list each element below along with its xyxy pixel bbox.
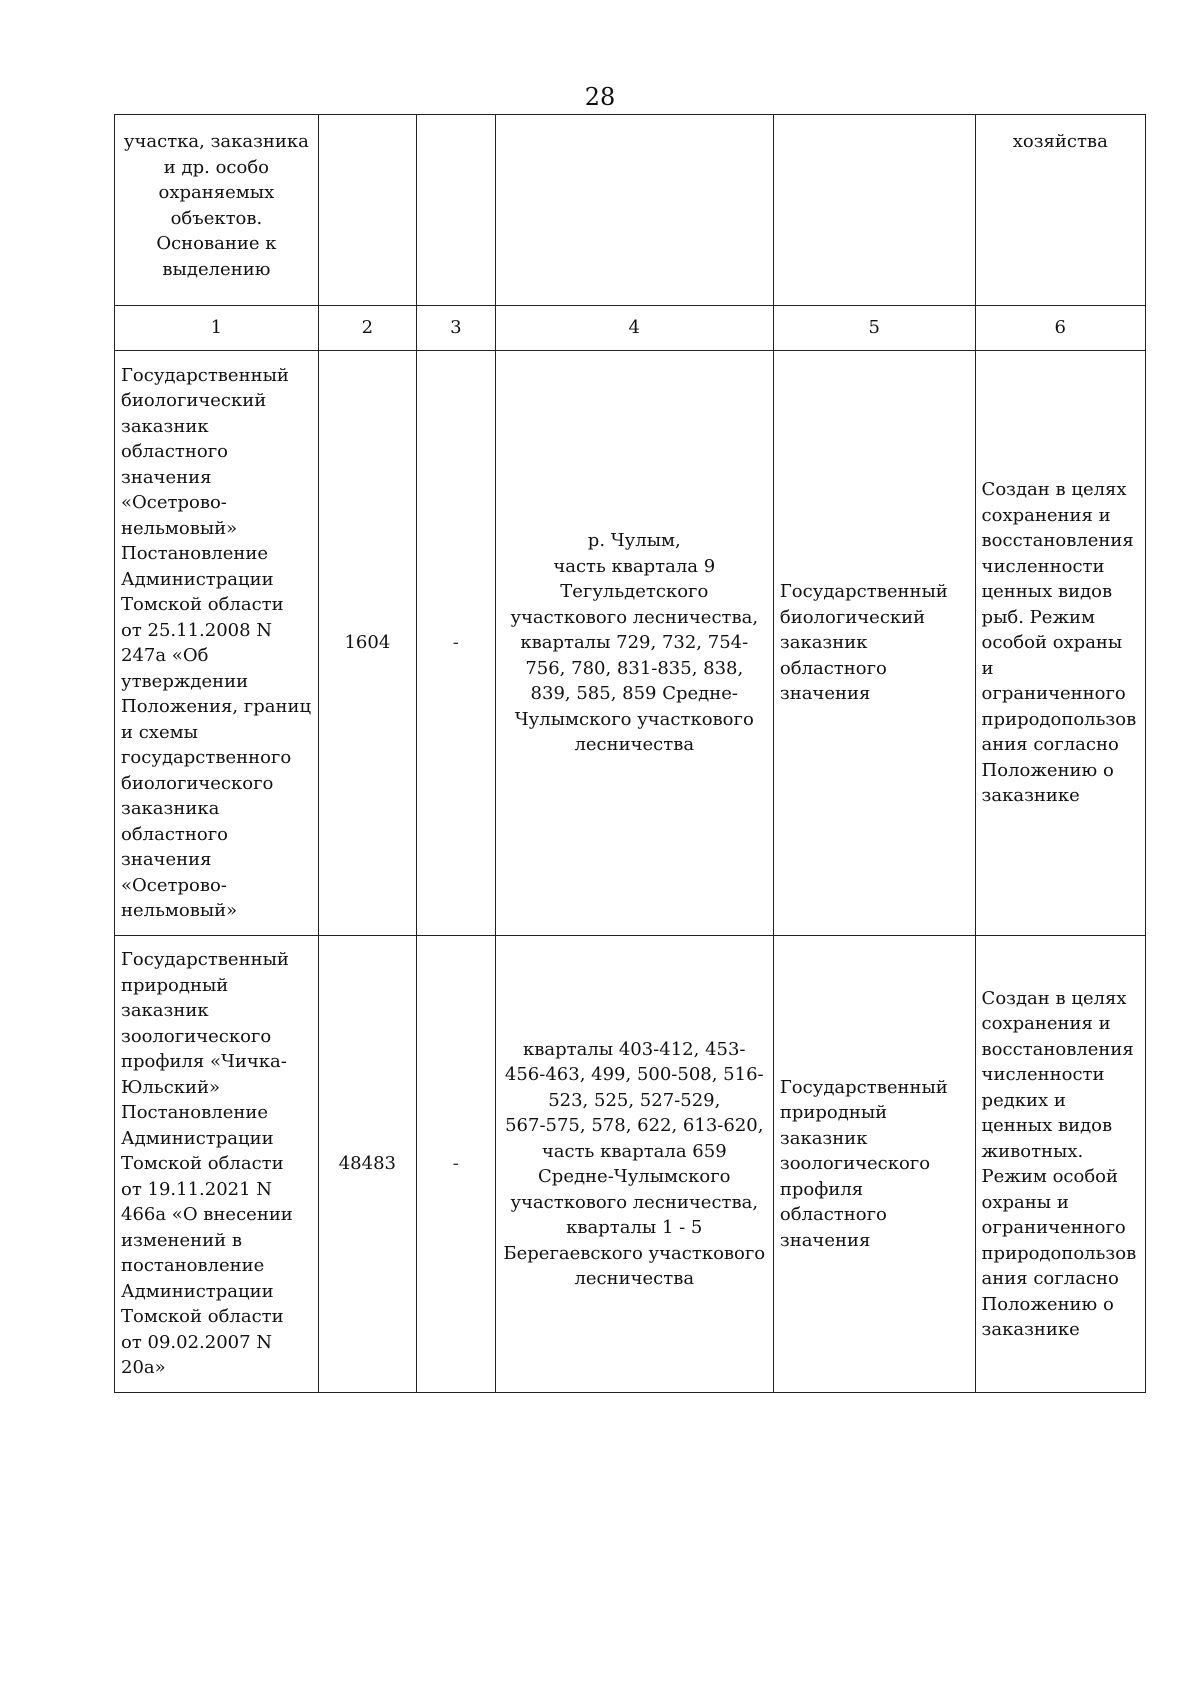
table-row <box>115 351 1146 936</box>
area-value: 1604 <box>344 632 391 654</box>
table-header-row <box>115 115 1146 306</box>
protected-areas-table <box>114 114 1146 1393</box>
header-cell-4 <box>495 115 773 306</box>
column-number-6: 6 <box>975 306 1145 351</box>
category-cell <box>773 936 975 1393</box>
col3-cell <box>416 936 495 1393</box>
column-number-3: 3 <box>416 306 495 351</box>
page-number: 28 <box>584 83 616 111</box>
header-cell-5 <box>773 115 975 306</box>
header-cell-1-text: участка, заказника и др. особо охраняемых объектов. Основание к выделению <box>123 131 309 280</box>
header-cell-2 <box>318 115 416 306</box>
category-text: Государственный природный заказник зоологического профиля областного значения <box>779 1076 948 1251</box>
column-number-4: 4 <box>495 306 773 351</box>
col3-cell <box>416 351 495 936</box>
location-cell <box>495 936 773 1393</box>
category-text: Государственный биологический заказник областного значения <box>779 581 948 705</box>
header-cell-6 <box>975 115 1145 306</box>
location-text: р. Чулым, часть квартала 9 Тегульдетского участкового лесничества, кварталы 729, 732, 754- 756, 780, 831-835, 838, 839, 585, 859 Средне- Чулымского участкового лесничества <box>510 530 759 756</box>
column-number-row <box>115 306 1146 351</box>
purpose-cell <box>975 936 1145 1393</box>
table-row <box>115 936 1146 1393</box>
location-text: кварталы 403-412, 453- 456-463, 499, 500-508, 516- 523, 525, 527-529, 567-575, 578, 622, 613-620, часть квартала 659 Средне-Чулымского участкового лесничества, кварталы 1 - 5 Берегаевского участкового лесничества <box>503 1038 766 1289</box>
header-cell-3 <box>416 115 495 306</box>
area-cell <box>318 351 416 936</box>
header-cell-1 <box>115 115 319 306</box>
column-number-5: 5 <box>773 306 975 351</box>
header-cell-6-text: хозяйства <box>1012 131 1108 152</box>
col3-value: - <box>452 632 459 654</box>
purpose-text: Создан в целях сохранения и восстановления численности ценных видов рыб. Режим особой охраны и ограниченного природопользов ания согласно Положению о заказнике <box>981 479 1137 807</box>
purpose-cell <box>975 351 1145 936</box>
area-value: 48483 <box>338 1153 396 1175</box>
category-cell <box>773 351 975 936</box>
column-number-2: 2 <box>318 306 416 351</box>
reserve-name: Государственный биологический заказник областного значения «Осетрово- нельмовый» Постановление Администрации Томской области от 25.11.2008 N 247а «Об утверждении Положения, границ и схемы государственного биологического заказника областного значения «Осетрово- нельмовый» <box>121 364 312 921</box>
reserve-name-cell <box>115 936 319 1393</box>
col3-value: - <box>452 1153 459 1175</box>
location-cell <box>495 351 773 936</box>
area-cell <box>318 936 416 1393</box>
column-number-1: 1 <box>115 306 319 351</box>
purpose-text: Создан в целях сохранения и восстановления численности редких и ценных видов животных. Режим особой охраны и ограниченного природопользов ания согласно Положению о заказнике <box>981 987 1137 1340</box>
reserve-name-cell <box>115 351 319 936</box>
reserve-name: Государственный природный заказник зоологического профиля «Чичка- Юльский» Постановление Администрации Томской области от 19.11.2021 N 466а «О внесении изменений в постановление Администрации Томской области от 09.02.2007 N 20а» <box>121 949 293 1379</box>
